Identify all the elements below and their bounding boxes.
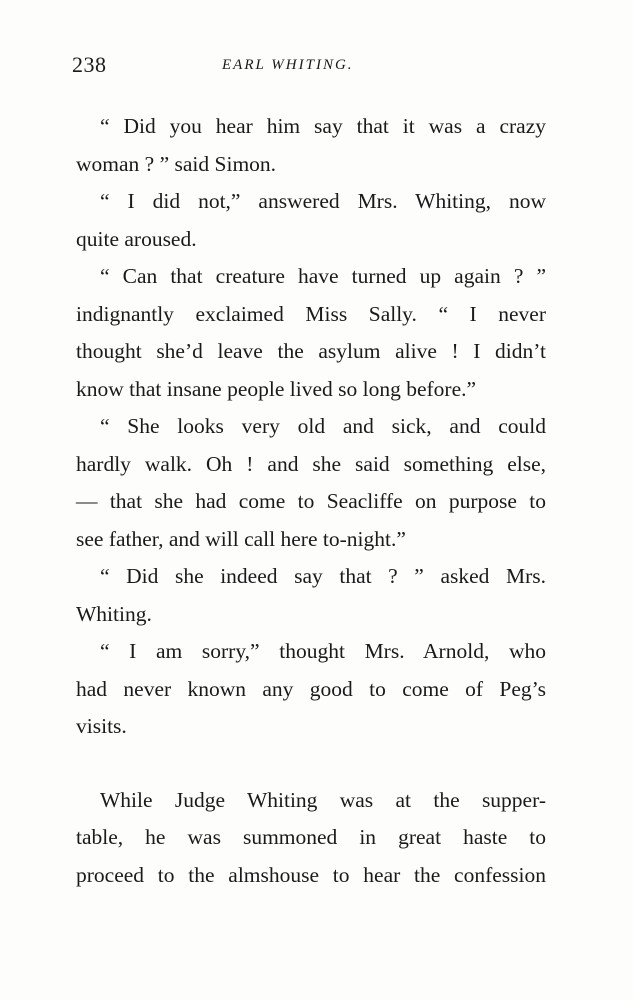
text-line: quite aroused. [76,226,197,251]
text-line: “ I did not,” answered Mrs. Whiting, now [100,189,546,213]
text-line: hardly walk. Oh ! and she said something else, [76,451,546,476]
text-line: thought she’d leave the asylum alive ! I didn’t [76,339,546,363]
page-header [72,52,550,82]
page-number: 238 [72,52,107,77]
text-line: see father, and will call here to-night.” [76,526,406,551]
text-line: know that insane people lived so long before.” [76,376,477,401]
text-line: “ She looks very old and sick, and could [100,414,546,438]
text-line: table, he was summoned in great haste to [76,825,546,849]
text-line: Whiting. [76,601,152,626]
body-text [76,108,546,894]
text-line: woman ? ” said Simon. [76,151,277,176]
running-head: EARL WHITING. [222,57,354,73]
text-line: had never known any good to come of Peg’s [76,676,546,701]
text-line: visits. [76,714,127,738]
text-line: “ Can that creature have turned up again ? ” [100,264,546,288]
text-line: “ Did she indeed say that ? ” asked Mrs. [100,564,546,588]
text-line: proceed to the almshouse to hear the confession [76,862,546,887]
paragraph-break [76,746,546,782]
text-line: “ Did you hear him say that it was a crazy [100,114,546,138]
text-line: indignantly exclaimed Miss Sally. “ I never [76,301,546,326]
text-line: — that she had come to Seacliffe on purpose to [76,489,546,513]
text-line: “ I am sorry,” thought Mrs. Arnold, who [100,639,546,663]
text-line: While Judge Whiting was at the supper- [100,787,546,812]
